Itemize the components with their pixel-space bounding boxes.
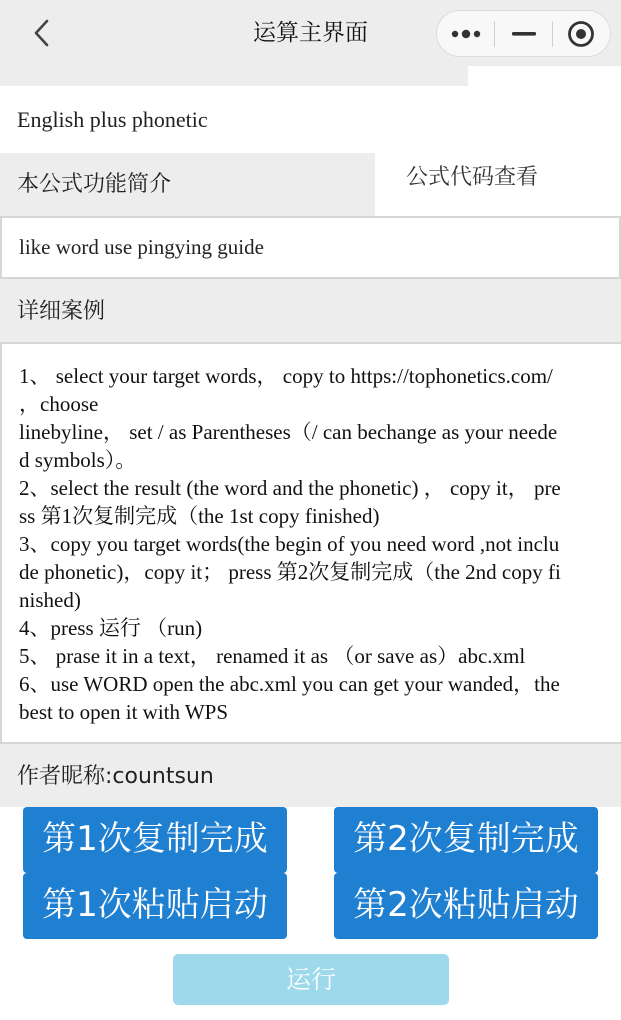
copy-1-done-button[interactable]: 第1次复制完成 — [23, 807, 287, 873]
detail-line: 5、 prase it in a text， renamed it as （or save as）abc.xml — [19, 644, 526, 668]
detail-line: linebyline， set / as Parentheses（/ can bechange as your neede — [19, 420, 558, 444]
detail-line: de phonetic)，copy it； press 第2次复制完成（the 2nd copy fi — [19, 560, 561, 584]
close-button[interactable] — [553, 11, 610, 56]
detail-line: 6、use WORD open the abc.xml you can get your wanded，the — [19, 672, 560, 696]
detail-line: ss 第1次复制完成（the 1st copy finished) — [19, 504, 380, 528]
detail-line: d symbols）。 — [19, 448, 137, 472]
run-button[interactable]: 运行 — [173, 954, 449, 1005]
formula-name-value: English plus phonetic — [0, 86, 621, 153]
detail-line: 3、copy you target words(the begin of you need word ,not inclu — [19, 532, 560, 556]
minus-icon — [511, 31, 537, 37]
minimize-button[interactable] — [495, 11, 552, 56]
formula-name-label-row — [0, 66, 468, 86]
detail-line: 2、select the result (the word and the phonetic) ， copy it， pre — [19, 476, 561, 500]
view-code-link[interactable]: 公式代码查看 — [375, 153, 621, 216]
page-title: 运算主界面 — [253, 20, 368, 46]
paste-2-start-button[interactable]: 第2次粘贴启动 — [334, 873, 598, 939]
paste-1-start-button[interactable]: 第1次粘贴启动 — [23, 873, 287, 939]
mini-program-capsule — [436, 10, 611, 57]
detail-textbox[interactable] — [0, 342, 621, 744]
copy-2-done-button[interactable]: 第2次复制完成 — [334, 807, 598, 873]
detail-line: 4、press 运行 （run) — [19, 616, 203, 640]
more-button[interactable] — [437, 11, 494, 56]
detail-line: ，choose — [19, 392, 99, 416]
intro-label: 本公式功能简介 — [0, 153, 375, 216]
chevron-left-icon — [32, 18, 50, 48]
more-dots-icon — [450, 28, 482, 40]
intro-textbox[interactable]: like word use pingying guide — [0, 216, 621, 279]
author-label: 作者昵称:countsun — [0, 744, 621, 807]
detail-line: nished) — [19, 588, 81, 612]
detail-line: best to open it with WPS — [19, 700, 229, 724]
detail-line: 1、 select your target words， copy to https://tophonetics.com/ — [19, 364, 553, 388]
back-button[interactable] — [26, 14, 56, 52]
target-circle-icon — [566, 19, 596, 49]
detail-label: 详细案例 — [0, 279, 621, 342]
